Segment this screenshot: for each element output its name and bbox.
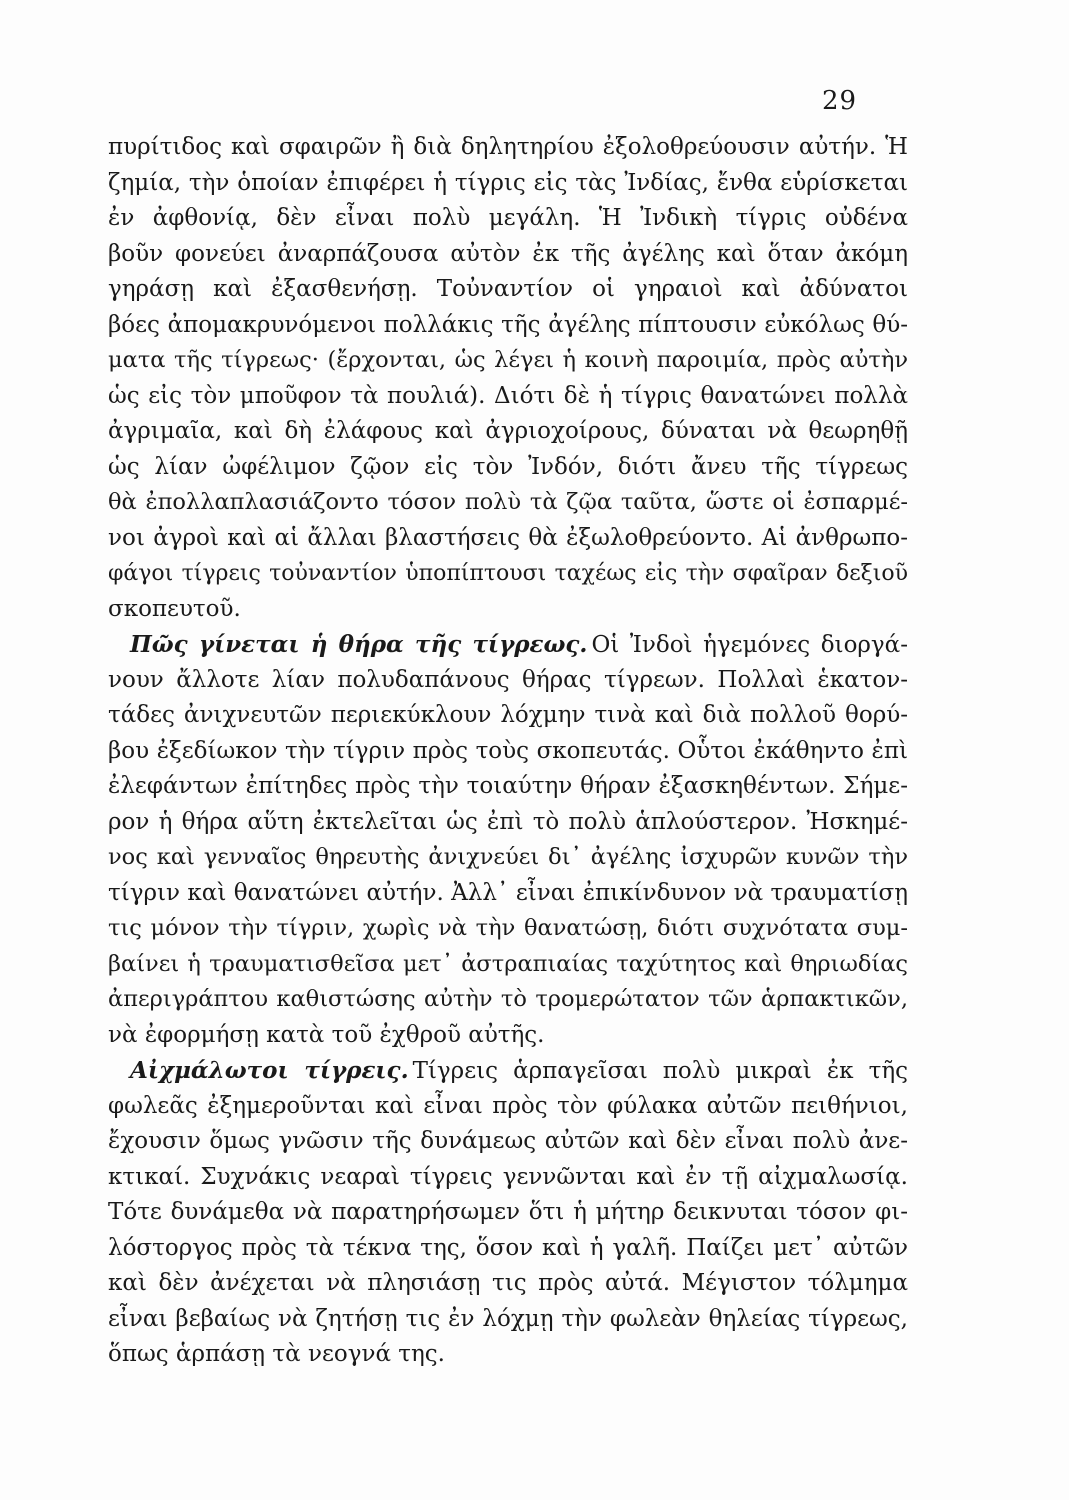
text-line: καὶ δὲν ἀνέχεται νὰ πλησιάσῃ τις πρὸς αὐτά. Μέγιστον τόλμημα — [108, 1270, 908, 1296]
text-line: ἀγριμαῖα, καὶ δὴ ἐλάφους καὶ ἀγριοχοίρους, δύναται νὰ θεωρηθῇ — [108, 418, 908, 444]
text-line: κτικαί. Συχνάκις νεαραὶ τίγρεις γεννῶνται καὶ ἐν τῇ αἰχμαλωσίᾳ. — [108, 1163, 908, 1190]
text-line: βαίνει ἡ τραυματισθεῖσα μετ᾽ ἀστραπιαίας ταχύτητος καὶ θηριωδίας — [108, 950, 908, 977]
text-line: ζημία, τὴν ὁποίαν ἐπιφέρει ἡ τίγρις εἰς τὰς Ἰνδίας, ἔνθα εὑρίσκεται — [108, 169, 908, 196]
text-line: βου ἐξεδίωκον τὴν τίγριν πρὸς τοὺς σκοπευτάς. Οὗτοι ἐκάθηντο ἐπὶ — [108, 737, 908, 764]
text-line: ἀπεριγράπτου καθιστώσης αὐτὴν τὸ τρομερώτατον τῶν ἁρπακτικῶν, — [108, 986, 908, 1012]
text-line: νος καὶ γενναῖος θηρευτὴς ἀνιχνεύει δι᾽ ἀγέλης ἰσχυρῶν κυνῶν τὴν — [108, 844, 908, 870]
text-line: λόστοργος πρὸς τὰ τέκνα της, ὅσον καὶ ἡ γαλῆ. Παίζει μετ᾽ αὐτῶν — [108, 1234, 908, 1261]
text-line: τάδες ἀνιχνευτῶν περιεκύκλουν λόχμην τινὰ καὶ διὰ πολλοῦ θορύ- — [108, 702, 908, 728]
text-line: ματα τῆς τίγρεως· (ἔρχονται, ὡς λέγει ἡ κοινὴ παροιμία, πρὸς αὐτὴν — [108, 347, 908, 373]
text-line: τίγριν καὶ θανατώνει αὐτήν. Ἀλλ᾽ εἶναι ἐπικίνδυνον νὰ τραυματίσῃ — [108, 879, 908, 906]
text-line: ἐλεφάντων ἐπίτηδες πρὸς τὴν τοιαύτην θήραν ἐξασκηθέντων. Σήμε- — [108, 773, 908, 799]
text-line: ἐν ἀφθονίᾳ, δὲν εἶναι πολὺ μεγάλη. Ἡ Ἰνδικὴ τίγρις οὐδένα — [108, 205, 908, 231]
text-line: νὰ ἐφορμήσῃ κατὰ τοῦ ἐχθροῦ αὐτῆς. — [108, 1021, 545, 1048]
text-line: νοι ἀγροὶ καὶ αἱ ἄλλαι βλαστήσεις θὰ ἐξωλοθρεύοντο. Αἱ ἀνθρωπο- — [108, 524, 908, 551]
text-line: ὡς λίαν ὠφέλιμον ζῷον εἰς τὸν Ἰνδόν, διότι ἄνευ τῆς τίγρεως — [108, 453, 908, 480]
text-line: εἶναι βεβαίως νὰ ζητήσῃ τις ἐν λόχμῃ τὴν φωλεὰν θηλείας τίγρεως, — [108, 1305, 908, 1332]
text-line: φωλεᾶς ἐξημεροῦνται καὶ εἶναι πρὸς τὸν φύλακα αὐτῶν πειθήνιοι, — [108, 1092, 908, 1119]
text-line: ἔχουσιν ὅμως γνῶσιν τῆς δυνάμεως αὐτῶν καὶ δὲν εἶναι πολὺ ἀνε- — [108, 1128, 908, 1154]
page-number: 29 — [822, 86, 858, 116]
text-line: φάγοι τίγρεις τοὐναντίον ὑποπίπτουσι ταχέως εἰς τὴν σφαῖραν δεξιοῦ — [108, 561, 908, 586]
text-line: σκοπευτοῦ. — [108, 595, 241, 622]
section-heading-hunting: Πῶς γίνεται ἡ θήρα τῆς τίγρεως. — [130, 631, 588, 658]
text-line: τις μόνον τὴν τίγριν, χωρὶς νὰ τὴν θανατώσῃ, διότι συχνότατα συμ- — [108, 915, 908, 941]
text-line: γηράσῃ καὶ ἐξασθενήσῃ. Τοὐναντίον οἱ γηραιοὶ καὶ ἀδύνατοι — [108, 276, 908, 302]
section-heading-line: Αἰχμάλωτοι τίγρεις. Τίγρεις ἁρπαγεῖσαι πολὺ μικραὶ ἐκ τῆς — [108, 1053, 908, 1089]
text-line: βοῦν φονεύει ἀναρπάζουσα αὐτὸν ἐκ τῆς ἀγέλης καὶ ὅταν ἀκόμη — [108, 240, 908, 267]
text-line: πυρίτιδος καὶ σφαιρῶν ἢ διὰ δηλητηρίου ἐξολοθρεύουσιν αὐτήν. Ἡ — [108, 134, 908, 160]
section-heading-captive: Αἰχμάλωτοι τίγρεις. — [130, 1057, 409, 1084]
text-line: νουν ἄλλοτε λίαν πολυδαπάνους θήρας τίγρεων. Πολλαὶ ἑκατον- — [108, 666, 908, 693]
text-line: Τότε δυνάμεθα νὰ παρατηρήσωμεν ὅτι ἡ μήτηρ δεικνυται τόσον φι- — [108, 1199, 908, 1225]
section-heading-line: Πῶς γίνεται ἡ θήρα τῆς τίγρεως. Οἱ Ἰνδοὶ ἡγεμόνες διοργά- — [108, 627, 908, 663]
text-line: βόες ἀπομακρυνόμενοι πολλάκις τῆς ἀγέλης πίπτουσιν εὐκόλως θύ- — [108, 311, 908, 338]
text-line: θὰ ἐπολλαπλασιάζοντο τόσον πολὺ τὰ ζῷα ταῦτα, ὥστε οἱ ἐσπαρμέ- — [108, 489, 908, 515]
text-line: ρον ἡ θήρα αὕτη ἐκτελεῖται ὡς ἐπὶ τὸ πολὺ ἁπλούστερον. Ἠσκημέ- — [108, 808, 908, 835]
text-line: ὅπως ἁρπάσῃ τὰ νεογνά της. — [108, 1341, 445, 1367]
body-text — [108, 130, 908, 1373]
text-line: ὡς εἰς τὸν μποῦφον τὰ πουλιά). Διότι δὲ ἡ τίγρις θανατώνει πολλὰ — [108, 382, 908, 409]
